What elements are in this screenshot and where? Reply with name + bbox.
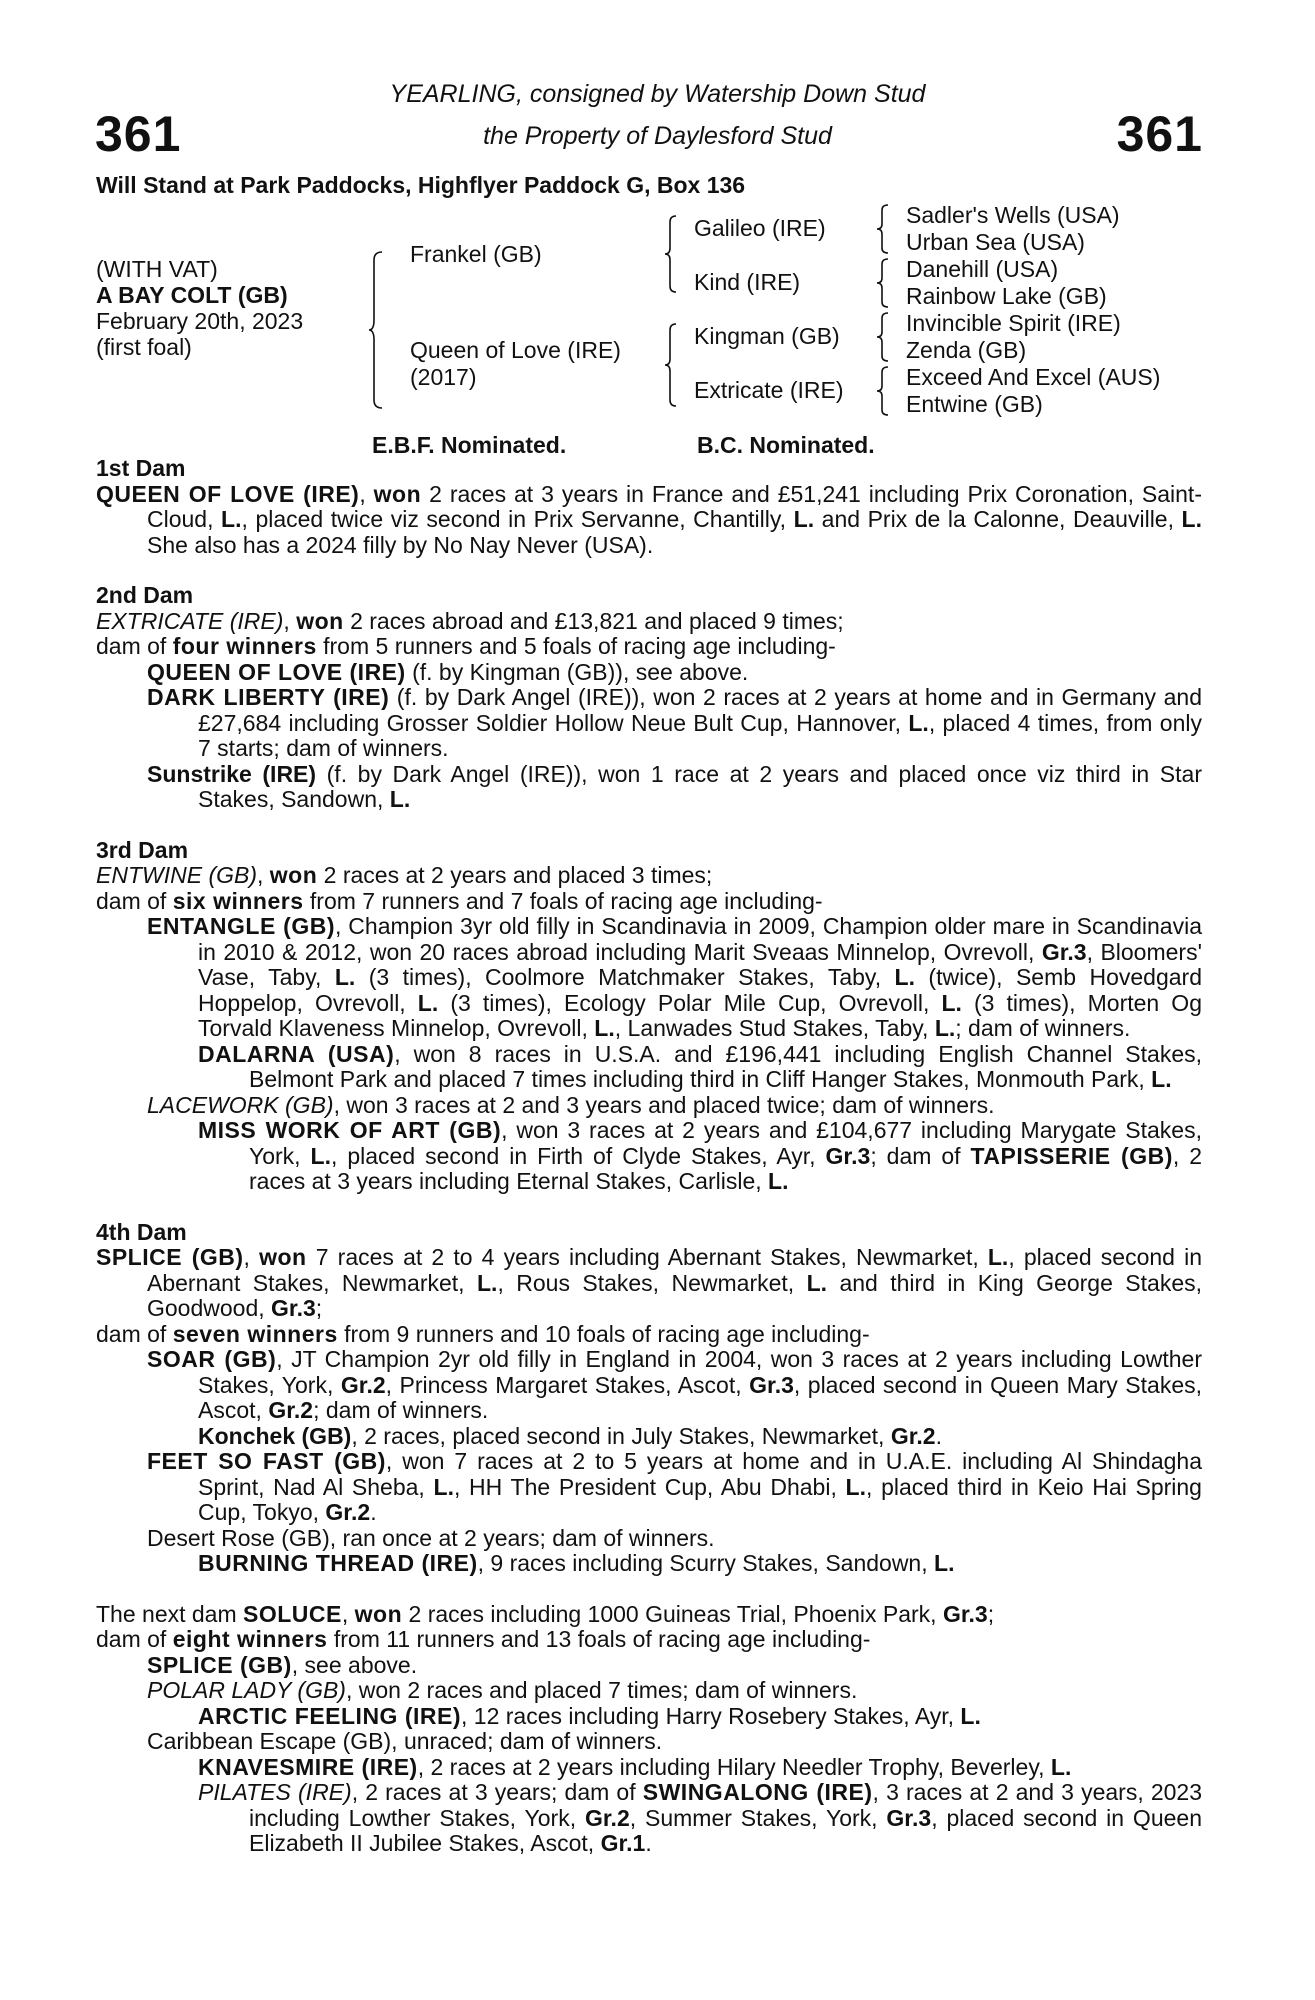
produce-polar-lady: POLAR LADY (GB), won 2 races and placed 7 times; dam of winners. bbox=[147, 1677, 858, 1703]
brace-sire bbox=[664, 214, 680, 294]
produce-queen-of-love: QUEEN OF LOVE (IRE) (f. by Kingman (GB)), see above. bbox=[147, 658, 749, 685]
third-dam-produce-intro: dam of six winners from 7 runners and 7 foals of racing age including- bbox=[96, 887, 823, 914]
dam-sire: Kingman (GB) bbox=[694, 323, 840, 349]
brace-g3-3 bbox=[876, 311, 892, 363]
vat-note: (WITH VAT) bbox=[96, 256, 218, 282]
first-dam-entry: QUEEN OF LOVE (IRE), won 2 races at 3 years in France and £51,241 including Prix Coronation, Saint-Cloud, L., placed twice viz second in Prix Servanne, Chantilly, L. and Prix de la Calonne, Deauville, L. She also has a 2024 filly by No Nay Never (USA). bbox=[96, 480, 1202, 558]
second-dam-produce-intro: dam of four winners from 5 runners and 5 foals of racing age including- bbox=[96, 633, 836, 659]
gen3-zenda: Zenda (GB) bbox=[906, 337, 1027, 363]
gen3-invincible-spirit: Invincible Spirit (IRE) bbox=[906, 310, 1121, 336]
horse-note: (first foal) bbox=[96, 334, 192, 360]
first-dam-heading: 1st Dam bbox=[96, 455, 186, 481]
dam: Queen of Love (IRE) bbox=[410, 337, 621, 363]
produce-dark-liberty: DARK LIBERTY (IRE) (f. by Dark Angel (IRE)), won 2 races at 2 years at home and in Germany and £27,684 including Grosser Soldier Hollow Neue Bult Cup, Hannover, L., placed 4 times, from only 7 starts; dam of winners. bbox=[147, 684, 1202, 761]
gen3-entwine: Entwine (GB) bbox=[906, 391, 1043, 417]
dam-dam: Extricate (IRE) bbox=[694, 377, 844, 403]
horse-dob: February 20th, 2023 bbox=[96, 308, 304, 334]
produce-desert-rose: Desert Rose (GB), ran once at 2 years; dam of winners. bbox=[147, 1524, 715, 1551]
brace-g3-1 bbox=[876, 203, 892, 255]
second-dam-entry: EXTRICATE (IRE), won 2 races abroad and £13,821 and placed 9 times; bbox=[96, 607, 844, 634]
sire-sire: Galileo (IRE) bbox=[694, 215, 826, 241]
produce-dalarna: DALARNA (USA), won 8 races in U.S.A. and £196,441 including English Channel Stakes, Belmont Park and placed 7 times including third in Cliff Hanger Stakes, Monmouth Park, L. bbox=[198, 1040, 1203, 1092]
brace-main bbox=[368, 250, 386, 410]
gen3-urban-sea: Urban Sea (USA) bbox=[906, 229, 1085, 255]
brace-g3-2 bbox=[876, 257, 892, 309]
third-dam-entry: ENTWINE (GB), won 2 races at 2 years and placed 3 times; bbox=[96, 862, 713, 888]
horse-name: A BAY COLT (GB) bbox=[96, 282, 288, 308]
produce-splice: SPLICE (GB), see above. bbox=[147, 1651, 418, 1678]
produce-soar: SOAR (GB), JT Champion 2yr old filly in England in 2004, won 3 races at 2 years including Lowther Stakes, York, Gr.2, Princess Margaret Stakes, Ascot, Gr.3, placed second in Queen Mary Stakes, Ascot, Gr.2; dam of winners. bbox=[147, 1346, 1203, 1423]
produce-miss-work-of-art: MISS WORK OF ART (GB), won 3 races at 2 years and £104,677 including Marygate Stakes, York, L., placed second in Firth of Clyde Stakes, Ayr, Gr.3; dam of TAPISSERIE (GB), 2 races at 3 years including Eternal Stakes, Carlisle, L. bbox=[198, 1117, 1203, 1194]
lot-number-right: 361 bbox=[1116, 106, 1203, 162]
produce-lacework: LACEWORK (GB), won 3 races at 2 and 3 years and placed twice; dam of winners. bbox=[147, 1091, 995, 1118]
gen3-exceed-and-excel: Exceed And Excel (AUS) bbox=[906, 364, 1161, 390]
fourth-dam-produce-intro: dam of seven winners from 9 runners and 10 foals of racing age including- bbox=[96, 1320, 870, 1347]
next-dam-produce-intro: dam of eight winners from 11 runners and 13 foals of racing age including- bbox=[96, 1626, 871, 1652]
gen3-sadlers-wells: Sadler's Wells (USA) bbox=[906, 202, 1120, 228]
produce-konchek: Konchek (GB), 2 races, placed second in July Stakes, Newmarket, Gr.2. bbox=[198, 1422, 942, 1449]
sire: Frankel (GB) bbox=[410, 241, 542, 267]
produce-entangle: ENTANGLE (GB), Champion 3yr old filly in Scandinavia in 2009, Champion older mare in Scandinavia in 2010 & 2012, won 20 races abroad including Marit Sveaas Minnelop, Ovrevoll, Gr.3, Bloomers' Vase, Taby, L. (3 times), Coolmore Matchmaker Stakes, Taby, L. (twice), Semb Hovedgard Hoppelop, Ovrevoll, L. (3 times), Ecology Polar Mile Cup, Ovrevoll, L. (3 times), Morten Og Torvald Klaveness Minnelop, Ovrevoll, L., Lanwades Stud Stakes, Taby, L.; dam of winners. bbox=[147, 913, 1202, 1041]
third-dam-heading: 3rd Dam bbox=[96, 836, 189, 863]
produce-knavesmire: KNAVESMIRE (IRE), 2 races at 2 years including Hilary Needler Trophy, Beverley, L. bbox=[198, 1753, 1072, 1780]
fourth-dam-entry: SPLICE (GB), won 7 races at 2 to 4 years including Abernant Stakes, Newmarket, L., placed second in Abernant Stakes, Newmarket, L., Rous Stakes, Newmarket, L. and third in King George Stakes, Goodwood, Gr.3; bbox=[96, 1244, 1203, 1321]
next-dam-entry: The next dam SOLUCE, won 2 races including 1000 Guineas Trial, Phoenix Park, Gr.3; bbox=[96, 1600, 995, 1627]
pedigree-table bbox=[0, 0, 1315, 440]
brace-g3-4 bbox=[876, 365, 892, 417]
second-dam-heading: 2nd Dam bbox=[96, 582, 194, 608]
produce-arctic-feeling: ARCTIC FEELING (IRE), 12 races including Harry Rosebery Stakes, Ayr, L. bbox=[198, 1702, 981, 1729]
race-record bbox=[96, 456, 1202, 1857]
consignment-line: YEARLING, consigned by Watership Down Stud bbox=[389, 80, 926, 108]
bc-nomination: B.C. Nominated. bbox=[697, 432, 875, 458]
ebf-nomination: E.B.F. Nominated. bbox=[372, 432, 567, 458]
produce-caribbean-escape: Caribbean Escape (GB), unraced; dam of winners. bbox=[147, 1728, 663, 1754]
sire-dam: Kind (IRE) bbox=[694, 269, 801, 295]
produce-burning-thread: BURNING THREAD (IRE), 9 races including Scurry Stakes, Sandown, L. bbox=[198, 1550, 955, 1576]
produce-sunstrike: Sunstrike (IRE) (f. by Dark Angel (IRE)), won 1 race at 2 years and placed once viz third in Star Stakes, Sandown, L. bbox=[147, 760, 1202, 812]
brace-dam bbox=[664, 322, 680, 408]
gen3-rainbow-lake: Rainbow Lake (GB) bbox=[906, 283, 1107, 309]
property-line: the Property of Daylesford Stud bbox=[483, 122, 832, 150]
produce-pilates: PILATES (IRE), 2 races at 3 years; dam of SWINGALONG (IRE), 3 races at 2 and 3 years, 2023 including Lowther Stakes, York, Gr.2, Summer Stakes, York, Gr.3, placed second in Queen Elizabeth II Jubilee Stakes, Ascot, Gr.1. bbox=[198, 1779, 1203, 1856]
gen3-danehill: Danehill (USA) bbox=[906, 256, 1059, 282]
produce-feet-so-fast: FEET SO FAST (GB), won 7 races at 2 to 5 years at home and in U.A.E. including Al Shindagha Sprint, Nad Al Sheba, L., HH The President Cup, Abu Dhabi, L., placed third in Keio Hai Spring Cup, Tokyo, Gr.2. bbox=[147, 1448, 1202, 1525]
fourth-dam-heading: 4th Dam bbox=[96, 1218, 187, 1245]
lot-number-left: 361 bbox=[95, 106, 182, 162]
dam-year: (2017) bbox=[410, 364, 477, 390]
stand-location: Will Stand at Park Paddocks, Highflyer Paddock G, Box 136 bbox=[96, 172, 746, 198]
